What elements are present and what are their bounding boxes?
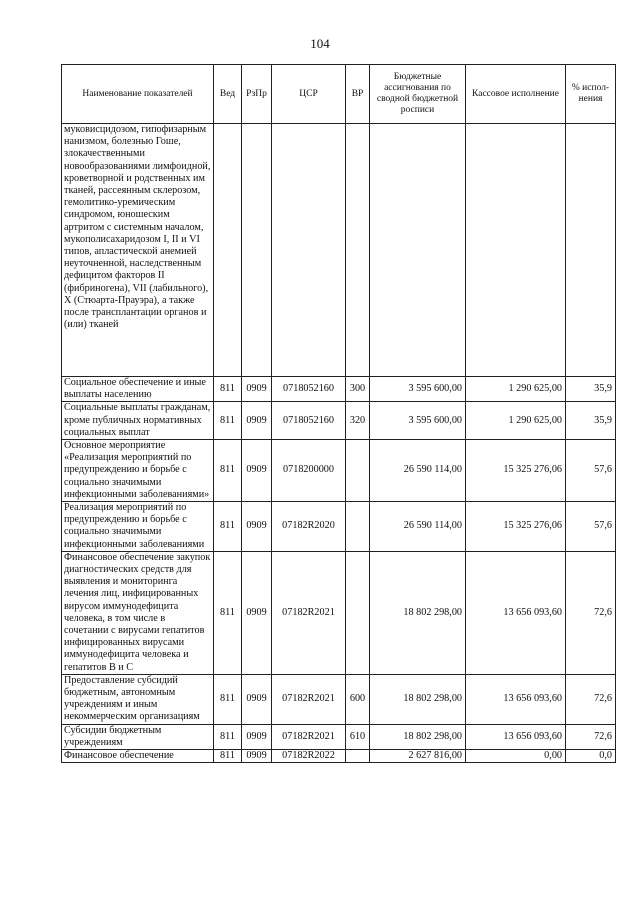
row-csr: 0718200000 [272,440,346,502]
header-budget: Бюджетные ассигнования по сводной бюджетной росписи [370,65,466,124]
table-row [62,440,616,502]
header-csr: ЦСР [272,65,346,124]
table-row [62,724,616,749]
table-row [62,674,616,724]
row-vr: 600 [346,674,370,724]
row-ved: 811 [214,402,242,440]
row-ved: 811 [214,674,242,724]
row-ved: 811 [214,750,242,763]
header-cash: Кассовое исполнение [466,65,566,124]
table-header-row [62,65,616,124]
row-csr: 0718052160 [272,402,346,440]
row-rzpr: 0909 [242,551,272,674]
row-ved: 811 [214,502,242,552]
row-vr: 610 [346,724,370,749]
row-name: Реализация мероприятий по предупреждению и борьбе с социально значимыми инфекционными заболеваниями [62,502,214,552]
table-row [62,402,616,440]
row-budget: 18 802 298,00 [370,674,466,724]
row-budget [370,124,466,377]
row-name: Социальные выплаты гражданам, кроме публичных нормативных социальных выплат [62,402,214,440]
row-budget: 3 595 600,00 [370,402,466,440]
table-row [62,377,616,402]
row-vr [346,750,370,763]
row-csr: 0718052160 [272,377,346,402]
row-percent [566,124,616,377]
header-name: Наименование показателей [62,65,214,124]
header-ved: Вед [214,65,242,124]
row-budget: 3 595 600,00 [370,377,466,402]
row-budget: 26 590 114,00 [370,502,466,552]
row-budget: 26 590 114,00 [370,440,466,502]
row-percent: 57,6 [566,440,616,502]
row-vr [346,551,370,674]
row-cash: 13 656 093,60 [466,674,566,724]
row-name: Субсидии бюджетным учреждениям [62,724,214,749]
row-budget: 18 802 298,00 [370,724,466,749]
table-row [62,750,616,763]
row-cash: 15 325 276,06 [466,440,566,502]
row-ved: 811 [214,551,242,674]
row-name: Основное мероприятие «Реализация мероприятий по предупреждению и борьбе с социально значимыми инфекционными заболеваниями» [62,440,214,502]
row-cash: 1 290 625,00 [466,377,566,402]
row-rzpr: 0909 [242,674,272,724]
row-cash [466,124,566,377]
row-budget: 18 802 298,00 [370,551,466,674]
row-csr: 07182R2021 [272,551,346,674]
table-row [62,124,616,377]
table-row [62,551,616,674]
row-csr: 07182R2020 [272,502,346,552]
row-cash: 13 656 093,60 [466,551,566,674]
row-ved [214,124,242,377]
row-rzpr: 0909 [242,377,272,402]
row-percent: 72,6 [566,724,616,749]
row-rzpr [242,124,272,377]
header-percent: % испол-нения [566,65,616,124]
row-cash: 1 290 625,00 [466,402,566,440]
row-name: Финансовое обеспечение [62,750,214,763]
row-rzpr: 0909 [242,724,272,749]
row-rzpr: 0909 [242,402,272,440]
row-vr: 300 [346,377,370,402]
row-percent: 72,6 [566,674,616,724]
row-percent: 57,6 [566,502,616,552]
header-vr: ВР [346,65,370,124]
row-percent: 35,9 [566,377,616,402]
row-name: муковисцидозом, гипофизарным нанизмом, болезнью Гоше, злокачественными новообразованиями лимфоидной, кроветворной и родственных им тканей, рассеянным склерозом, гемолитико-уремическим синдромом, юношеским артритом с системным началом, мукополисахаридозом I, II и VI типов, апластической анемией неуточненной, наследственным дефицитом факторов II (фибриногена), VII (лабильного), X (Стюарта-Прауэра), а также после трансплантации органов и (или) тканей [62,124,214,377]
row-ved: 811 [214,440,242,502]
row-cash: 0,00 [466,750,566,763]
row-csr: 07182R2021 [272,674,346,724]
row-percent: 0,0 [566,750,616,763]
row-cash: 13 656 093,60 [466,724,566,749]
row-ved: 811 [214,724,242,749]
row-budget: 2 627 816,00 [370,750,466,763]
row-csr: 07182R2021 [272,724,346,749]
row-vr: 320 [346,402,370,440]
row-name: Социальное обеспечение и иные выплаты населению [62,377,214,402]
table-row [62,502,616,552]
row-name: Предоставление субсидий бюджетным, автономным учреждениям и иным некоммерческим организациям [62,674,214,724]
row-csr: 07182R2022 [272,750,346,763]
row-rzpr: 0909 [242,502,272,552]
budget-execution-table [61,64,616,763]
row-cash: 15 325 276,06 [466,502,566,552]
row-ved: 811 [214,377,242,402]
row-percent: 72,6 [566,551,616,674]
row-vr [346,502,370,552]
page-number: 104 [310,36,330,51]
row-csr [272,124,346,377]
row-vr [346,440,370,502]
header-rzpr: РзПр [242,65,272,124]
row-rzpr: 0909 [242,750,272,763]
row-percent: 35,9 [566,402,616,440]
row-rzpr: 0909 [242,440,272,502]
row-name: Финансовое обеспечение закупок диагностических средств для выявления и мониторинга лечения лиц, инфицированных вирусом иммунодефицита человека, в том числе в сочетании с вирусами гепатитов инфицированных вирусами иммунодефицита человека и гепатитов В и С [62,551,214,674]
row-vr [346,124,370,377]
